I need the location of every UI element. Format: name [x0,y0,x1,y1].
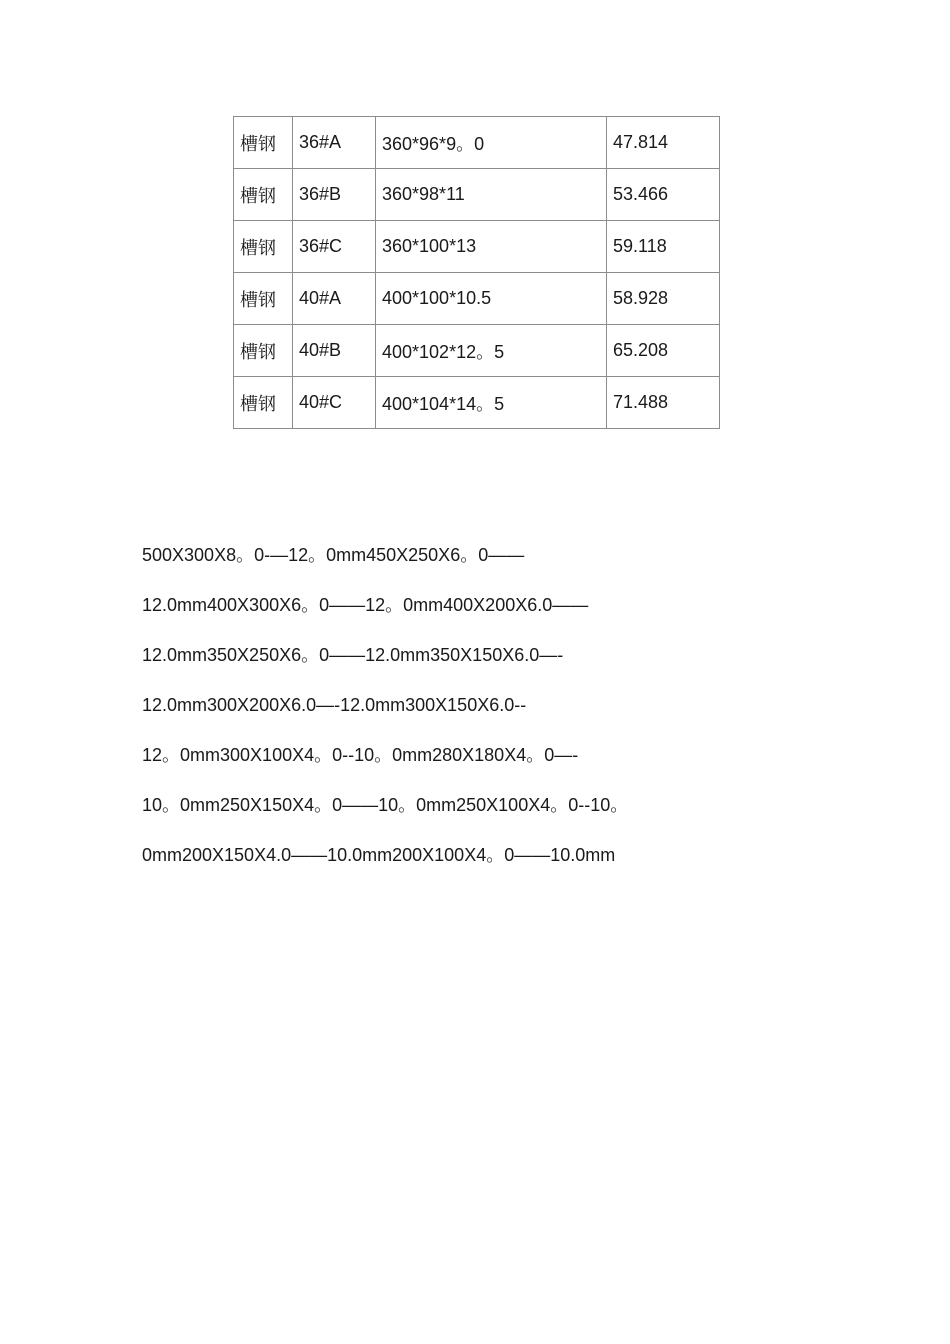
table-row [234,273,720,325]
cell-model: 40#B [293,325,376,377]
cell-size: 400*104*14。5 [376,377,607,429]
table-row [234,325,720,377]
cell-size: 400*100*10.5 [376,273,607,325]
text-line: 12。0mm300X100X4。0--10。0mm280X180X4。0—- [142,745,579,765]
text-line: 0mm200X150X4.0——10.0mm200X100X4。0——10.0mm [142,845,616,865]
cell-size: 400*102*12。5 [376,325,607,377]
text-line: 12.0mm300X200X6.0—-12.0mm300X150X6.0-- [142,695,527,715]
channel-steel-spec-table [233,116,720,429]
text-line: 10。0mm250X150X4。0——10。0mm250X100X4。0--10。 [142,795,629,815]
dimension-text-block [142,530,762,880]
cell-model: 36#B [293,169,376,221]
cell-size: 360*100*13 [376,221,607,273]
cell-size: 360*96*9。0 [376,117,607,169]
cell-weight: 65.208 [607,325,720,377]
cell-model: 40#A [293,273,376,325]
cell-type: 槽钢 [234,117,293,169]
cell-model: 40#C [293,377,376,429]
cell-weight: 58.928 [607,273,720,325]
cell-type: 槽钢 [234,221,293,273]
cell-model: 36#A [293,117,376,169]
table-row [234,117,720,169]
cell-weight: 53.466 [607,169,720,221]
cell-type: 槽钢 [234,169,293,221]
table-row [234,377,720,429]
cell-weight: 71.488 [607,377,720,429]
cell-weight: 59.118 [607,221,720,273]
cell-type: 槽钢 [234,273,293,325]
cell-type: 槽钢 [234,325,293,377]
cell-weight: 47.814 [607,117,720,169]
text-line: 12.0mm400X300X6。0——12。0mm400X200X6.0—— [142,595,589,615]
text-line: 12.0mm350X250X6。0——12.0mm350X150X6.0—- [142,645,564,665]
table-row [234,169,720,221]
text-line: 500X300X8。0-—12。0mm450X250X6。0—— [142,545,525,565]
table-row [234,221,720,273]
cell-size: 360*98*11 [376,169,607,221]
cell-model: 36#C [293,221,376,273]
cell-type: 槽钢 [234,377,293,429]
